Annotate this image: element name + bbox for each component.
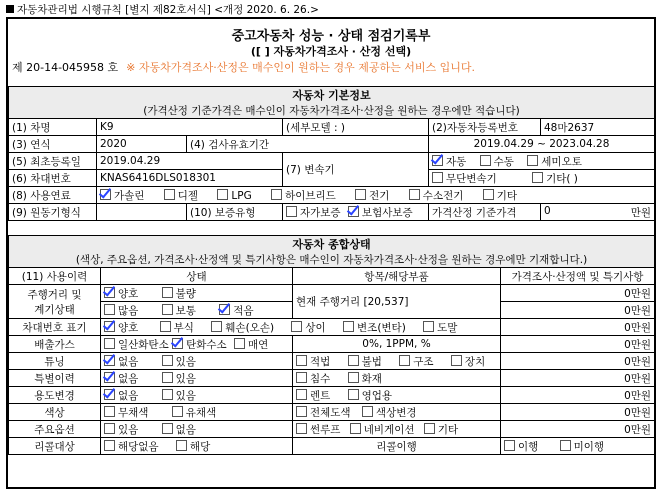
fuel-checkbox-hybrid[interactable] [271,189,282,200]
tuning-label: 튜닝 [9,353,101,370]
usage-item-business: 영업용 [361,389,393,402]
vin-mark-opt-mismatch: 상이 [305,321,326,334]
recall-item-label: 리콜이행 [293,438,501,455]
year-value: 2020 [97,136,187,153]
usage-checkbox-rent[interactable] [296,389,307,400]
valid-sep: ~ [537,138,546,150]
options-items [293,421,501,438]
options-item-sunroof: 썬루프 [310,423,341,436]
fuel-opt-diesel: 디젤 [177,189,199,202]
color-label: 색상 [9,404,101,421]
vin-mark-opt-altered: 변조(변타) [357,321,406,334]
emission-opt-smoke: 매연 [247,338,269,351]
fuel-label: (8) 사용연료 [9,187,97,204]
recall-checkbox-na[interactable] [104,440,115,451]
first-reg-label: (5) 최초등록일 [9,153,97,170]
color-state [101,404,293,421]
mileage-opt-few: 적음 [233,304,254,317]
tuning-state [101,353,293,370]
mileage-label-1: 주행거리 및 [27,288,82,301]
trans-opt-manual: 수동 [493,155,514,168]
price-mileage-1: 0만원 [501,285,655,302]
inspection-valid-label: (4) 검사유효기간 [187,136,429,153]
options-checkbox-yes[interactable] [104,423,115,434]
tuning-checkbox-structure[interactable] [399,355,410,366]
mileage-opt-good: 양호 [118,287,139,300]
doc-number-line [12,59,475,75]
warranty-opt-self: 자가보증 [300,206,341,219]
car-name-value: K9 [97,119,283,136]
model-detail-label: (세부모델 : ) [283,119,429,136]
fuel-opt-gasoline: 가솔린 [114,189,145,202]
base-price-label: 가격산정 기준가격 [429,204,541,221]
engine-type-value [97,204,187,221]
vin-label: (6) 차대번호 [9,170,97,187]
tuning-item-device: 장치 [464,355,486,368]
fuel-checkbox-other[interactable] [483,189,494,200]
special-opt-none: 없음 [118,372,139,385]
special-checkbox-yes[interactable] [162,372,173,383]
trans-checkbox-semi[interactable] [527,155,538,166]
recall-state [101,438,293,455]
color-items [293,404,501,421]
options-checkbox-navigation[interactable] [350,423,361,434]
year-label: (3) 연식 [9,136,97,153]
options-item-navigation: 네비게이션 [363,423,415,436]
tuning-checkbox-device[interactable] [451,355,462,366]
price-vin-mark: 0만원 [501,319,655,336]
mileage-opt-bad: 불량 [175,287,196,300]
doc-number: 제 20-14-045958 호 [12,61,119,74]
emission-opt-hc: 탄화수소 [186,338,227,351]
fuel-checkbox-diesel[interactable] [164,189,175,200]
doc-note: ※ 자동차가격조사·산정은 매수인이 원하는 경우 제공하는 서비스 입니다. [126,61,476,74]
fuel-opt-electric: 전기 [369,189,390,202]
col-state: 상태 [101,268,293,285]
form-header [6,2,319,17]
color-opt-chromatic: 유채색 [185,406,217,419]
transmission-opts-row1 [429,153,655,170]
basic-heading: 자동차 기본정보 [9,87,655,104]
special-label: 특별이력 [9,370,101,387]
mileage-checkbox-good[interactable] [104,287,115,298]
basic-info-table [8,86,655,221]
fuel-checkbox-electric[interactable] [355,189,366,200]
price-usage: 0만원 [501,387,655,404]
vin-mark-opt-good: 양호 [118,321,139,334]
recall-items [501,438,655,455]
options-state [101,421,293,438]
fuel-opt-hydrogen: 수소전기 [422,189,464,202]
valid-to: 2023.04.28 [549,138,610,150]
emission-item: 0%, 1PPM, % [293,336,501,353]
color-item-full-paint: 전체도색 [310,406,351,419]
tuning-item-illegal: 불법 [361,355,382,368]
recall-label: 리콜대상 [9,438,101,455]
status-heading: 자동차 종합상태 [9,236,655,253]
special-state [101,370,293,387]
recall-checkbox-applicable[interactable] [176,440,187,451]
tuning-checkbox-illegal[interactable] [348,355,359,366]
mileage-checkbox-many[interactable] [104,304,115,315]
recall-opt-applicable: 해당 [189,440,211,453]
warranty-checkbox-self[interactable] [286,206,297,217]
options-checkbox-sunroof[interactable] [296,423,307,434]
tuning-opt-none: 없음 [118,355,139,368]
color-checkbox-color-change[interactable] [362,406,373,417]
mileage-checkbox-normal[interactable] [162,304,173,315]
fuel-checkbox-gasoline[interactable] [100,189,111,200]
vin-mark-options [101,319,501,336]
tuning-checkbox-none[interactable] [104,355,115,366]
options-item-other: 기타 [437,423,459,436]
col-price: 가격조사·산정액 및 특기사항 [501,268,655,285]
tuning-opt-yes: 있음 [175,355,196,368]
base-price-unit: 만원 [630,206,651,219]
tuning-checkbox-legal[interactable] [296,355,307,366]
vin-mark-opt-damage: 훼손(오손) [225,321,275,334]
trans-opt-cvt: 무단변속기 [446,172,497,185]
usage-opt-none: 없음 [118,389,139,402]
usage-opt-yes: 있음 [175,389,196,402]
form-subtitle: ([ ] 자동차가격조사 · 산정 선택) [250,45,412,58]
recall-item-not-done: 미이행 [573,440,605,453]
mileage-opt-many: 많음 [118,304,139,317]
tuning-checkbox-yes[interactable] [162,355,173,366]
transmission-opts-row2 [429,170,655,187]
basic-subheading: (가격산정 기준가격은 매수인이 자동차가격조사·산정을 원하는 경우에만 적습니다) [9,103,655,119]
vin-mark-checkbox-altered[interactable] [343,321,354,332]
color-checkbox-chromatic[interactable] [172,406,183,417]
special-items [293,370,501,387]
vin-mark-checkbox-damage[interactable] [211,321,222,332]
status-subheading: (색상, 주요옵션, 가격조사·산정액 및 특기사항은 매수인이 자동차가격조사·산정을 원하는 경우에만 기재합니다.) [9,252,655,268]
mileage-opt-normal: 보통 [175,304,196,317]
price-tuning: 0만원 [501,353,655,370]
emission-label: 배출가스 [9,336,101,353]
valid-from: 2019.04.29 [473,138,534,150]
mileage-label-2: 계기상태 [34,303,75,316]
special-checkbox-fire[interactable] [348,372,359,383]
inspection-form [6,17,656,489]
vin-value: KNAS6416DLS018301 [97,170,283,187]
base-price-value: 0 [544,204,551,217]
col-item: 항목/해당부품 [293,268,501,285]
mileage-checkbox-few[interactable] [219,304,230,315]
form-title: 중고자동차 성능 · 상태 점검기록부 [231,29,431,44]
options-checkbox-other[interactable] [424,423,435,434]
special-opt-yes: 있음 [175,372,196,385]
vin-mark-checkbox-good[interactable] [104,321,115,332]
warranty-label: (10) 보증유형 [187,204,283,221]
special-checkbox-flood[interactable] [296,372,307,383]
options-opt-none: 없음 [175,423,196,436]
tuning-items [293,353,501,370]
options-opt-yes: 있음 [118,423,139,436]
recall-item-done: 이행 [518,440,539,453]
square-bullet-icon [6,5,14,13]
fuel-opt-other: 기타 [496,189,518,202]
form-header-text: 자동차관리법 시행규칙 [별지 제82호서식] <개정 2020. 6. 26.> [17,4,319,16]
recall-checkbox-not-done[interactable] [560,440,571,451]
trans-checkbox-other[interactable] [532,172,543,183]
tuning-item-legal: 적법 [310,355,331,368]
trans-checkbox-cvt[interactable] [432,172,443,183]
usage-checkbox-none[interactable] [104,389,115,400]
vin-mark-checkbox-corrosion[interactable] [160,321,171,332]
emission-options [101,336,293,353]
usage-checkbox-yes[interactable] [162,389,173,400]
usage-label: 용도변경 [9,387,101,404]
transmission-label: (7) 변속기 [283,153,429,187]
usage-checkbox-business[interactable] [348,389,359,400]
warranty-checkbox-insurer[interactable] [348,206,359,217]
mileage-checkbox-bad[interactable] [162,287,173,298]
status-table [8,235,655,455]
emission-checkbox-co[interactable] [104,338,115,349]
fuel-opt-lpg: LPG [231,189,252,202]
trans-opt-auto: 자동 [446,155,467,168]
usage-items [293,387,501,404]
color-checkbox-achromatic[interactable] [104,406,115,417]
col-usage-history: (11) 사용이력 [9,268,101,285]
price-emission: 0만원 [501,336,655,353]
recall-checkbox-done[interactable] [504,440,515,451]
fuel-opt-hybrid: 하이브리드 [285,189,336,202]
color-checkbox-full-paint[interactable] [296,406,307,417]
vin-mark-label: 차대번호 표기 [9,319,101,336]
first-reg-value: 2019.04.29 [97,153,283,170]
special-item-fire: 화재 [361,372,382,385]
mileage-item: 현재 주행거리 [20,537] [293,285,501,319]
mileage-state-row2 [101,302,293,319]
base-price-cell [541,204,655,221]
price-color: 0만원 [501,404,655,421]
warranty-opt-insurer: 보험사보증 [361,206,413,219]
fuel-checkbox-hydrogen[interactable] [409,189,420,200]
color-item-color-change: 색상변경 [375,406,417,419]
tuning-item-structure: 구조 [413,355,434,368]
price-options: 0만원 [501,421,655,438]
trans-checkbox-manual[interactable] [480,155,491,166]
price-mileage-2: 0만원 [501,302,655,319]
trans-opt-semi: 세미오토 [541,155,582,168]
options-checkbox-none[interactable] [162,423,173,434]
usage-state [101,387,293,404]
trans-opt-other: 기타( ) [546,172,578,185]
mileage-state-row1 [101,285,293,302]
vin-mark-opt-corrosion: 부식 [173,321,194,334]
recall-opt-na: 해당없음 [118,440,159,453]
vin-mark-opt-smear: 도말 [437,321,458,334]
reg-no-label: (2)자동차등록번호 [429,119,541,136]
color-opt-achromatic: 무채색 [118,406,149,419]
emission-checkbox-smoke[interactable] [234,338,245,349]
emission-opt-co: 일산화탄소 [118,338,169,351]
usage-item-rent: 렌트 [310,389,331,402]
fuel-options [97,187,655,204]
car-name-label: (1) 차명 [9,119,97,136]
vin-mark-checkbox-smear[interactable] [423,321,434,332]
warranty-options [283,204,429,221]
emission-checkbox-hc[interactable] [172,338,183,349]
mileage-label [9,285,101,319]
trans-checkbox-auto[interactable] [432,155,443,166]
reg-no-value: 48마2637 [541,119,655,136]
options-label: 주요옵션 [9,421,101,438]
fuel-checkbox-lpg[interactable] [217,189,228,200]
special-item-flood: 침수 [310,372,331,385]
vin-mark-checkbox-mismatch[interactable] [291,321,302,332]
price-special: 0만원 [501,370,655,387]
inspection-valid-value [429,136,655,153]
engine-type-label: (9) 원동기형식 [9,204,97,221]
special-checkbox-none[interactable] [104,372,115,383]
